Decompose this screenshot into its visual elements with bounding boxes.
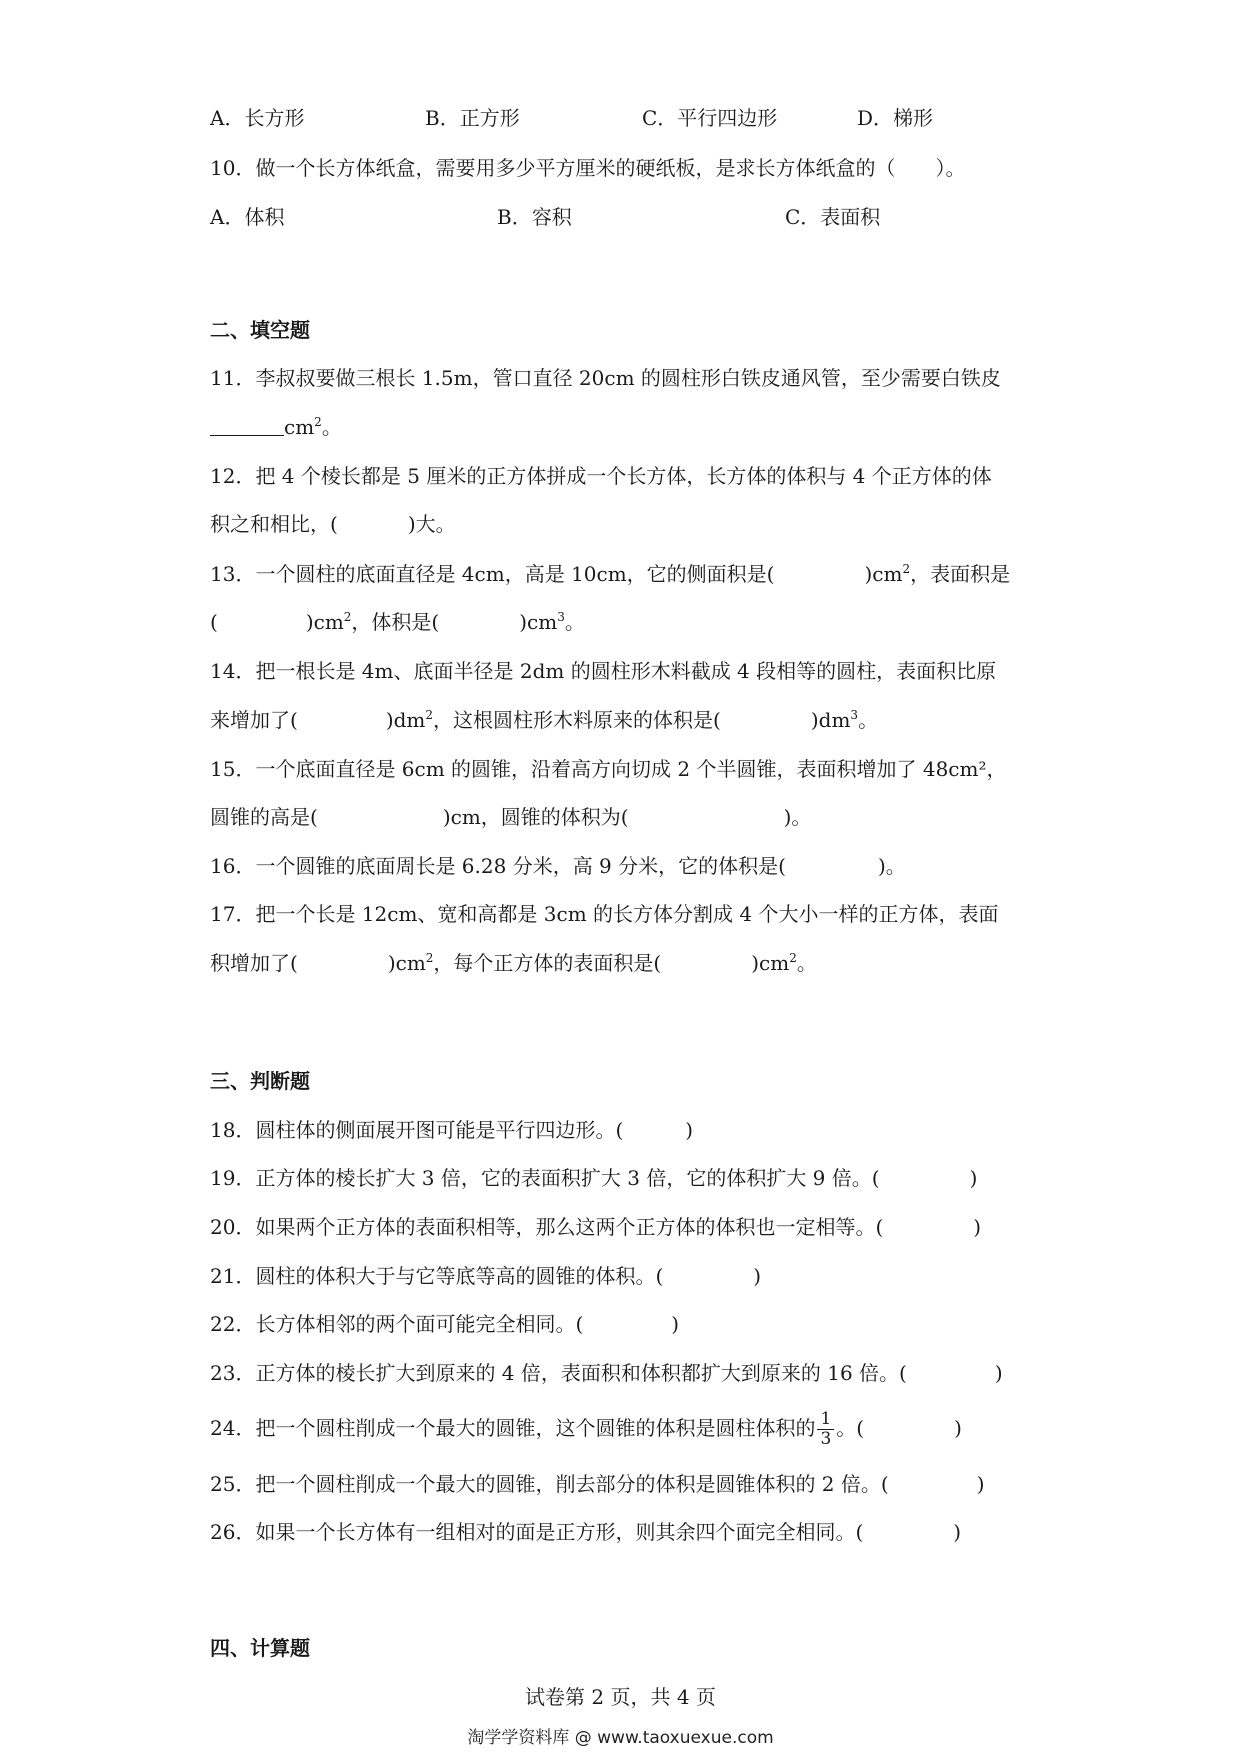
question-24: 24．把一个圆柱削成一个最大的圆锥，这个圆锥的体积是圆柱体积的 $\frac{1}{3}$ 。( ): [210, 1409, 962, 1449]
question-15-line2: 圆锥的高是( )cm，圆锥的体积为( )。: [210, 805, 812, 829]
section-4-heading: 四、计算题: [210, 1636, 310, 1660]
q9-option-b: B．正方形: [425, 106, 520, 130]
q9-option-c: C．平行四边形: [642, 106, 778, 130]
question-19: 19．正方体的棱长扩大 3 倍，它的表面积扩大 3 倍，它的体积扩大 9 倍。( ): [210, 1166, 978, 1190]
question-10: 10．做一个长方体纸盒，需要用多少平方厘米的硬纸板，是求长方体纸盒的（ ）。: [210, 156, 966, 180]
section-3-heading: 三、判断题: [210, 1069, 310, 1093]
question-17-line1: 17．把一个长是 12cm、宽和高都是 3cm 的长方体分割成 4 个大小一样的正方体，表面: [210, 902, 999, 926]
question-13-line2: ( )$cm^2$，体积是( )$cm^3$。: [210, 610, 585, 634]
q10-option-a: A．体积: [210, 205, 285, 229]
question-22: 22．长方体相邻的两个面可能完全相同。( ): [210, 1312, 680, 1336]
question-12-line2: 积之和相比，( )大。: [210, 512, 456, 536]
section-2-heading: 二、填空题: [210, 318, 310, 342]
question-11-line2: $cm^2$。: [210, 413, 342, 441]
q10-option-b: B．容积: [497, 205, 572, 229]
question-23: 23．正方体的棱长扩大到原来的 4 倍，表面积和体积都扩大到原来的 16 倍。( ): [210, 1361, 1003, 1385]
question-12-line1: 12．把 4 个棱长都是 5 厘米的正方体拼成一个长方体，长方体的体积与 4 个正方体的体: [210, 464, 992, 488]
question-18: 18．圆柱体的侧面展开图可能是平行四边形。( ): [210, 1118, 694, 1142]
answer-blank[interactable]: [210, 415, 284, 436]
question-14-line1: 14．把一根长是 4m、底面半径是 2dm 的圆柱形木料截成 4 段相等的圆柱，表面积比原: [210, 659, 997, 683]
question-15-line1: 15．一个底面直径是 6cm 的圆锥，沿着高方向切成 2 个半圆锥，表面积增加了 48cm²，: [210, 757, 1007, 781]
question-16: 16．一个圆锥的底面周长是 6.28 分米，高 9 分米，它的体积是( )。: [210, 854, 906, 878]
question-14-line2: 来增加了( )$dm^2$，这根圆柱形木料原来的体积是( )$dm^3$。: [210, 708, 879, 732]
question-11-line1: 11．李叔叔要做三根长 1.5m，管口直径 20cm 的圆柱形白铁皮通风管，至少需要白铁皮: [210, 366, 1001, 390]
question-26: 26．如果一个长方体有一组相对的面是正方形，则其余四个面完全相同。( ): [210, 1520, 962, 1544]
question-21: 21．圆柱的体积大于与它等底等高的圆锥的体积。( ): [210, 1264, 762, 1288]
question-20: 20．如果两个正方体的表面积相等，那么这两个正方体的体积也一定相等。( ): [210, 1215, 982, 1239]
q9-option-a: A．长方形: [210, 106, 305, 130]
question-17-line2: 积增加了( )$cm^2$，每个正方体的表面积是( )$cm^2$。: [210, 951, 817, 975]
q10-option-c: C．表面积: [785, 205, 881, 229]
fraction-one-third: $\frac{1}{3}$: [817, 1410, 834, 1449]
q9-option-d: D．梯形: [857, 106, 934, 130]
page-footer: 试卷第 2 页，共 4 页: [525, 1685, 716, 1709]
question-13-line1: 13．一个圆柱的底面直径是 4cm，高是 10cm，它的侧面积是( )$cm^2$，表面积是: [210, 562, 1011, 586]
watermark-text: 淘学学资料库 @ www.taoxuexue.com: [467, 1728, 774, 1748]
question-25: 25．把一个圆柱削成一个最大的圆锥，削去部分的体积是圆锥体积的 2 倍。( ): [210, 1472, 985, 1496]
